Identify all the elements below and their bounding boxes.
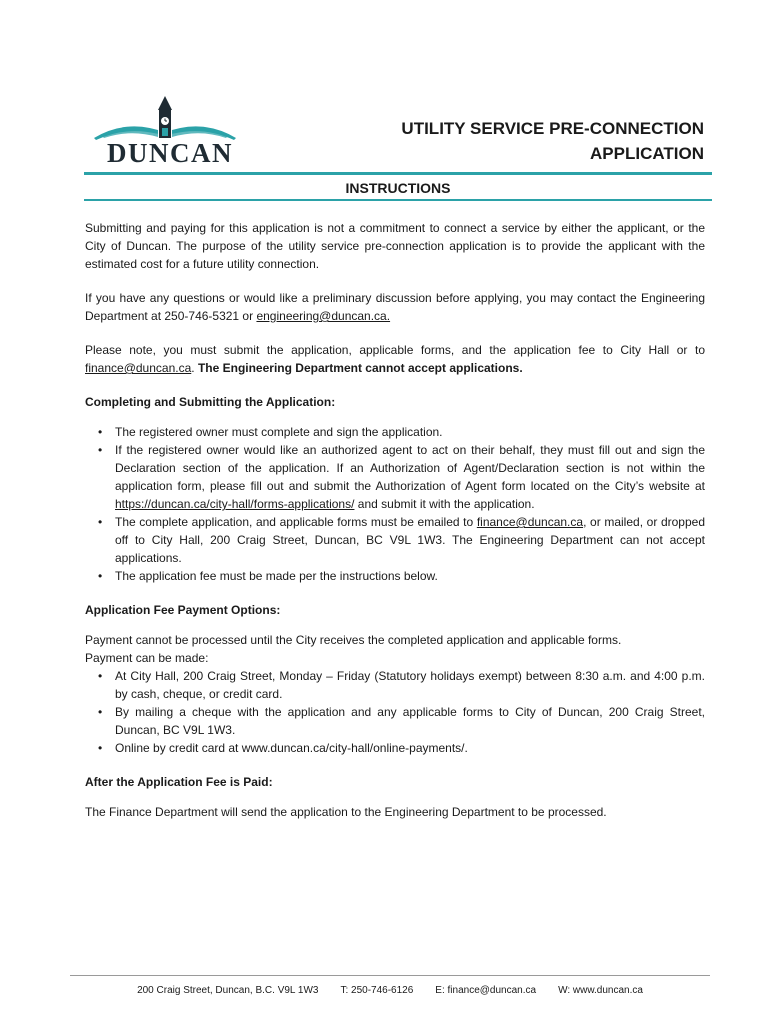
intro-paragraph: Submitting and paying for this application is not a commitment to connect a service by either the applicant, or the City of Duncan. The purpose of the utility service pre-connection application is to provide the applicant with the estimated cost for a future utility connection. [85, 221, 705, 271]
instructions-body [85, 219, 705, 821]
footer-website: W: www.duncan.ca [558, 985, 643, 996]
title-line-2: APPLICATION [590, 144, 704, 163]
list-item: • Online by credit card at www.duncan.ca/city-hall/online-payments/. [98, 741, 468, 755]
header-divider-top [84, 172, 712, 175]
finance-email-link[interactable]: finance@duncan.ca [85, 361, 192, 375]
bullet-icon: • [98, 705, 103, 719]
engineering-email-link[interactable]: engineering@duncan.ca. [256, 309, 391, 323]
title-line-1: UTILITY SERVICE PRE-CONNECTION [401, 119, 704, 138]
payment-line-1: Payment cannot be processed until the City receives the completed application and applicable forms. [85, 633, 622, 647]
footer-divider [70, 975, 710, 976]
list-item: • The complete application, and applicable forms must be emailed to finance@duncan.ca, or mailed, or dropped off to City Hall, 200 Craig Street, Duncan, BC V9L 1W3. The Engineering Department can not accept applications. [98, 515, 705, 565]
list-item: • The registered owner must complete and sign the application. [98, 425, 443, 439]
section-heading-submitting: Completing and Submitting the Application: [85, 395, 336, 409]
finance-email-link-2[interactable]: finance@duncan.ca [476, 515, 584, 529]
footer-phone: T: 250-746-6126 [340, 985, 414, 996]
forms-applications-link[interactable]: https://duncan.ca/city-hall/forms-applications/ [115, 497, 355, 511]
engineering-cannot-accept-note: The Engineering Department cannot accept applications. [197, 361, 523, 375]
logo-wordmark: DUNCAN [107, 138, 233, 168]
contact-paragraph: If you have any questions or would like a preliminary discussion before applying, you may contact the Engineering Department at 250-746-5321 or engineering@duncan.ca. [85, 291, 705, 323]
after-fee-paragraph: The Finance Department will send the application to the Engineering Department to be processed. [85, 805, 607, 819]
list-item: • If the registered owner would like an authorized agent to act on their behalf, they must fill out and sign the Declaration section of the application. If an Authorization of Agent/Declaration section is not within the application form, please fill out and submit the Authorization of Agent form located on the City’s website at https://duncan.ca/city-hall/forms-applications/ and submit it with the application. [98, 443, 705, 511]
section-heading-payment: Application Fee Payment Options: [85, 603, 281, 617]
header-divider-bottom [84, 199, 712, 201]
bullet-icon: • [98, 669, 103, 683]
payment-line-2: Payment can be made: [85, 651, 209, 665]
footer-address: 200 Craig Street, Duncan, B.C. V9L 1W3 [137, 985, 319, 996]
section-heading-after-fee: After the Application Fee is Paid: [85, 775, 273, 789]
list-item: • At City Hall, 200 Craig Street, Monday – Friday (Statutory holidays exempt) between 8:30 a.m. and 4:00 p.m. by cash, cheque, or credit card. [98, 669, 705, 701]
footer [70, 985, 710, 996]
bullet-icon: • [98, 569, 103, 583]
page-title [401, 116, 704, 166]
duncan-logo [84, 94, 246, 170]
instructions-heading: INSTRUCTIONS [345, 180, 451, 196]
bullet-icon: • [98, 741, 103, 755]
bullet-icon: • [98, 443, 103, 457]
list-item: • By mailing a cheque with the application and any applicable forms to City of Duncan, 200 Craig Street, Duncan, BC V9L 1W3. [98, 705, 705, 737]
submission-note-paragraph: Please note, you must submit the application, applicable forms, and the application fee to City Hall or to finance@duncan.ca. The Engineering Department cannot accept applications. [85, 343, 705, 375]
bullet-icon: • [98, 515, 103, 529]
list-item: • The application fee must be made per the instructions below. [98, 569, 438, 583]
footer-email: E: finance@duncan.ca [435, 985, 537, 996]
bullet-icon: • [98, 425, 103, 439]
payment-list [85, 667, 705, 757]
submitting-list [85, 423, 705, 585]
